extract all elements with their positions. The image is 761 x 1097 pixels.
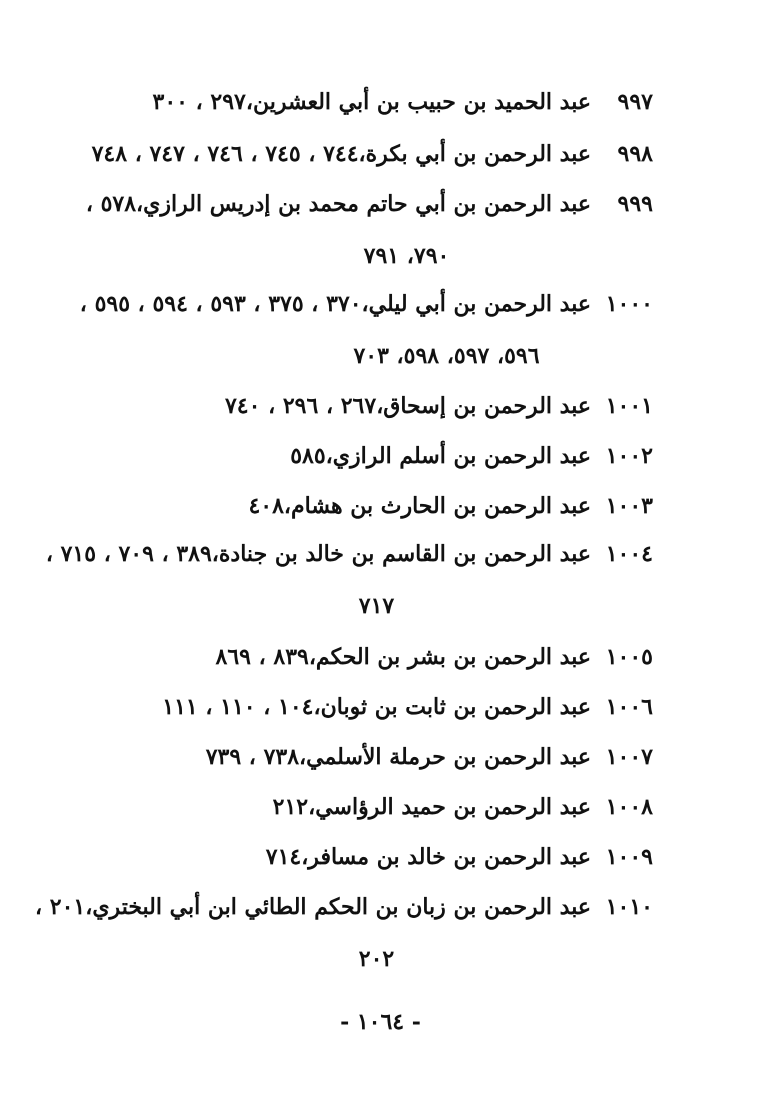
entry-number: ١٠٠٢ [605, 443, 653, 469]
entry-text: عبد الرحمن بن أبي بكرة،٧٤٤ ، ٧٤٥ ، ٧٤٦ ، ٧٤٧ ، ٧٤٨ [91, 141, 591, 167]
index-entry [79, 290, 653, 370]
entry-number: ١٠٠٤ [605, 541, 653, 567]
entry-text: عبد الحميد بن حبيب بن أبي العشرين،٢٩٧ ، ٣٠٠ [152, 89, 591, 115]
entry-continuation: ٧٩٠، ٧٩١ [363, 243, 450, 269]
entry-line [100, 743, 653, 771]
entry-text: عبد الرحمن بن حميد الرؤاسي،٢١٢ [272, 794, 591, 820]
entry-text: عبد الرحمن بن الحارث بن هشام،٤٠٨ [248, 493, 591, 519]
entry-number: ٩٩٩ [617, 191, 653, 217]
entry-number: ١٠٠٧ [605, 744, 653, 770]
index-entry [85, 190, 653, 270]
index-entry [100, 442, 653, 470]
index-entry [35, 893, 653, 973]
entry-line [100, 492, 653, 520]
entry-line [100, 793, 653, 821]
entry-line [100, 643, 653, 671]
index-entry [100, 693, 653, 721]
entry-number: ١٠١٠ [605, 894, 653, 920]
entry-number: ١٠٠٥ [605, 644, 653, 670]
entry-text: عبد الرحمن بن حرملة الأسلمي،٧٣٨ ، ٧٣٩ [205, 744, 591, 770]
entry-continuation: ٥٩٦، ٥٩٧، ٥٩٨، ٧٠٣ [353, 343, 540, 369]
index-entry [100, 843, 653, 871]
index-entry [100, 643, 653, 671]
index-entry [45, 540, 653, 620]
entry-line [100, 693, 653, 721]
entry-line [100, 392, 653, 420]
entry-number: ١٠٠٩ [605, 844, 653, 870]
entry-number: ٩٩٨ [617, 141, 653, 167]
entry-line [91, 140, 653, 168]
entry-text: عبد الرحمن بن زبان بن الحكم الطائي ابن أبي البختري،٢٠١ ، [35, 894, 591, 920]
entry-number: ١٠٠٠ [605, 291, 653, 317]
entry-line [35, 893, 653, 921]
entry-line [45, 540, 653, 568]
entry-text: عبد الرحمن بن أبي حاتم محمد بن إدريس الرازي،٥٧٨ ، [85, 191, 591, 217]
index-entry [100, 743, 653, 771]
entry-text: عبد الرحمن بن ثابت بن ثوبان،١٠٤ ، ١١٠ ، ١١١ [162, 694, 591, 720]
index-entry [100, 492, 653, 520]
entry-number: ١٠٠٦ [605, 694, 653, 720]
entry-number: ١٠٠٨ [605, 794, 653, 820]
entry-line [85, 190, 653, 218]
entry-text: عبد الرحمن بن خالد بن مسافر،٧١٤ [265, 844, 591, 870]
index-entry [91, 140, 653, 168]
entry-text: عبد الرحمن بن إسحاق،٢٦٧ ، ٢٩٦ ، ٧٤٠ [224, 393, 591, 419]
entry-text: عبد الرحمن بن القاسم بن خالد بن جنادة،٣٨٩ ، ٧٠٩ ، ٧١٥ ، [45, 541, 591, 567]
index-entry [100, 392, 653, 420]
entry-line [100, 843, 653, 871]
index-entry [100, 793, 653, 821]
entry-number: ١٠٠١ [605, 393, 653, 419]
entry-continuation: ٢٠٢ [358, 946, 395, 972]
entry-line [100, 442, 653, 470]
page-number: - ١٠٦٤ - [340, 1009, 421, 1035]
entry-number: ٩٩٧ [617, 89, 653, 115]
entry-text: عبد الرحمن بن أبي ليلي،٣٧٠ ، ٣٧٥ ، ٥٩٣ ، ٥٩٤ ، ٥٩٥ ، [79, 291, 591, 317]
entry-continuation: ٧١٧ [358, 593, 395, 619]
index-entry [100, 88, 653, 116]
entry-text: عبد الرحمن بن أسلم الرازي،٥٨٥ [290, 443, 591, 469]
entry-line [79, 290, 653, 318]
entry-text: عبد الرحمن بن بشر بن الحكم،٨٣٩ ، ٨٦٩ [215, 644, 591, 670]
entry-number: ١٠٠٣ [605, 493, 653, 519]
entry-line [100, 88, 653, 116]
